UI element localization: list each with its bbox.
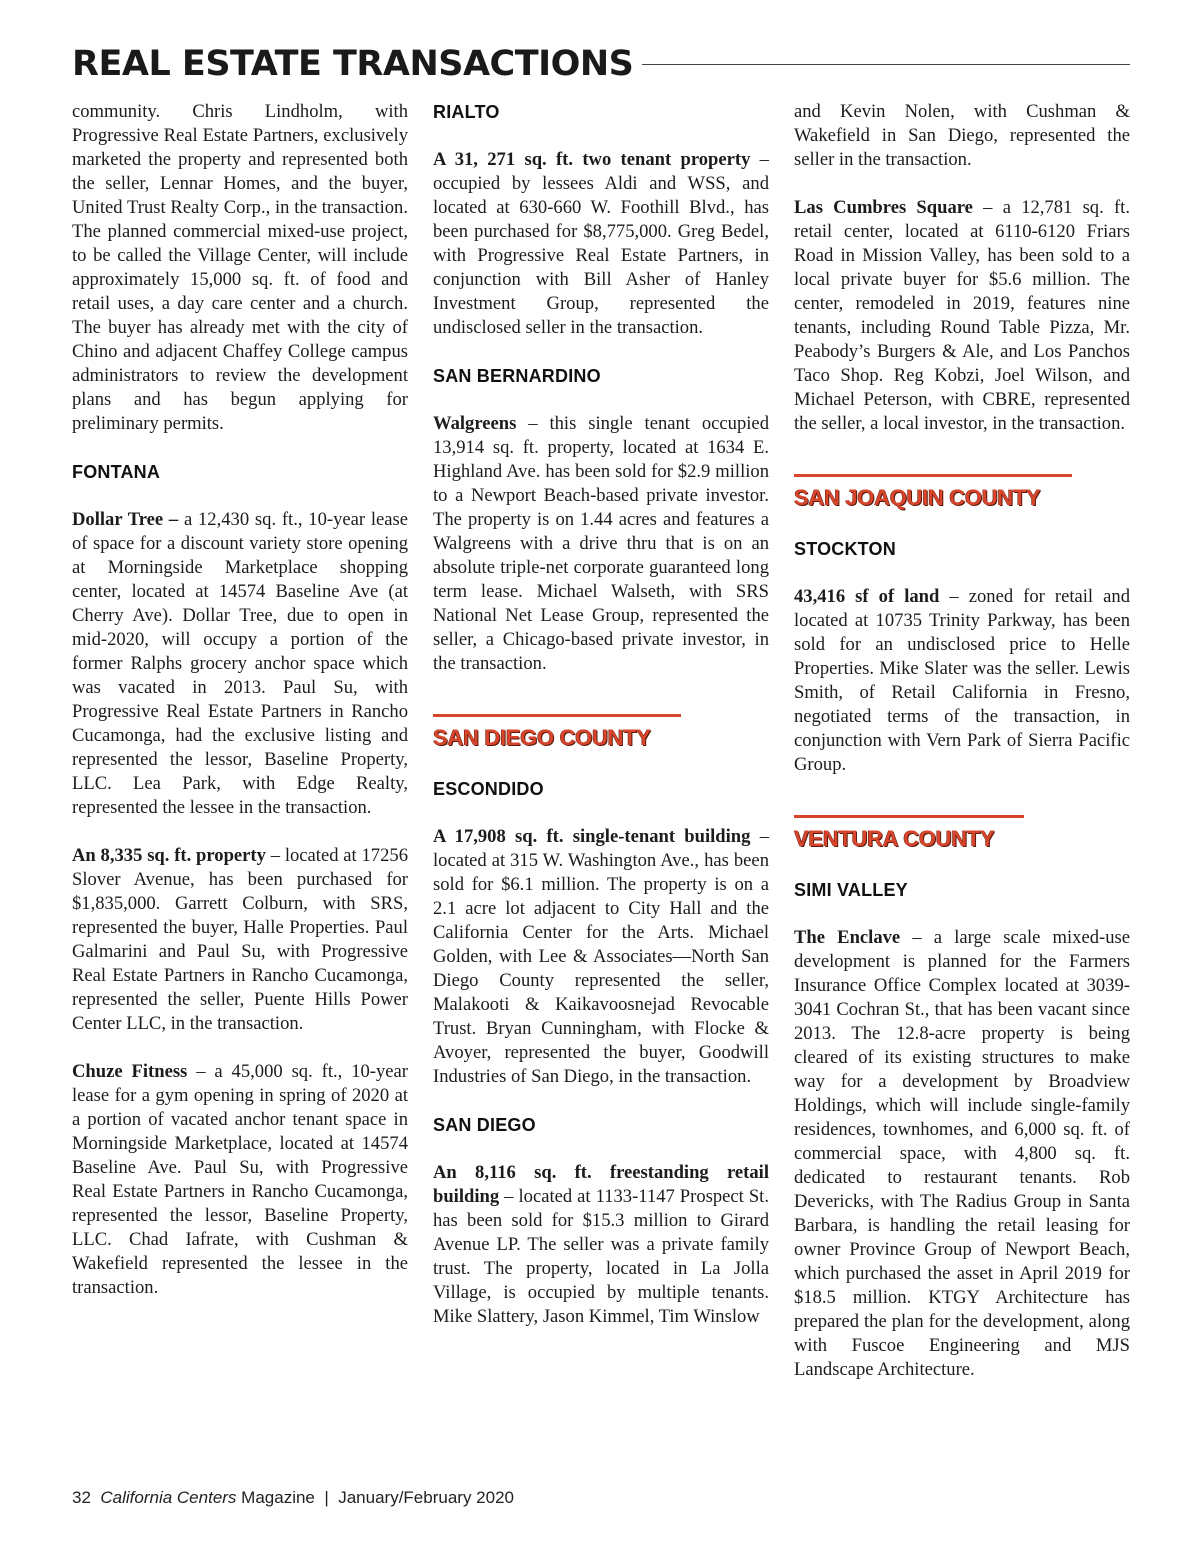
paragraph-body: – occupied by lessees Aldi and WSS, and located at 630-660 W. Foothill Blvd., has been purchased for $8,775,000. Greg Bedel, with Progressive Real Estate Partners, in conjunction with Bill Asher of Hanley Investment Group, represented the undisclosed seller in the transaction. (433, 149, 769, 338)
article-paragraph (794, 196, 1130, 436)
county-title: SAN JOAQUIN COUNTY (794, 485, 1041, 510)
paragraph-lead: 43,416 sf of land (794, 586, 940, 607)
paragraph-body: – located at 17256 Slover Avenue, has been purchased for $1,835,000. Garrett Colburn, with SRS, represented the buyer, Halle Properties. Paul Galmarini and Paul Su, with Progressive Real Estate Partners in Rancho Cucamonga, represented the seller, Puente Hills Power Center LLC, in the transaction. (72, 845, 408, 1034)
city-heading-san-bernardino: SAN BERNARDINO (433, 366, 601, 386)
article-paragraph (794, 926, 1130, 1382)
county-rule (433, 714, 681, 717)
header-rule (642, 64, 1130, 65)
paragraph-body: – located at 1133-1147 Prospect St. has been sold for $15.3 million to Girard Avenue LP. The seller was a private family trust. The property, located in La Jolla Village, is occupied by multiple tenants. Mike Slattery, Jason Kimmel, Tim Winslow (433, 1186, 769, 1327)
county-rule (794, 815, 1024, 818)
footer-separator: | (324, 1488, 329, 1507)
paragraph-lead: Dollar Tree – (72, 509, 179, 530)
article-paragraph (433, 412, 769, 676)
column-2 (433, 100, 769, 1329)
paragraph-lead: Walgreens (433, 413, 517, 434)
city-heading-fontana: FONTANA (72, 462, 161, 482)
article-paragraph: and Kevin Nolen, with Cushman & Wakefield in San Diego, represented the seller in the transaction. (794, 101, 1130, 170)
city-heading-rialto: RIALTO (433, 102, 500, 122)
column-1 (72, 100, 408, 1300)
article-paragraph (433, 148, 769, 340)
paragraph-body: – a 12,781 sq. ft. retail center, located at 6110-6120 Friars Road in Mission Valley, has been sold to a local private buyer for $5.6 million. The center, remodeled in 2019, features nine tenants, including Round Table Pizza, Mr. Peabody’s Burgers & Ale, and Los Panchos Taco Shop. Reg Kobzi, Joel Wilson, and Michael Peterson, with CBRE, represented the seller, a local investor, in the transaction. (794, 197, 1130, 434)
county-rule (794, 474, 1072, 477)
paragraph-body: – located at 315 W. Washington Ave., has been sold for $6.1 million. The property is on a 2.1 acre lot adjacent to City Hall and the California Center for the Arts. Michael Golden, with Lee & Associates—North San Diego County represented the seller, Malakooti & Kaikavoosnejad Revocable Trust. Bryan Cunningham, with Flocke & Avoyer, represented the buyer, Goodwill Industries of San Diego, in the transaction. (433, 826, 769, 1087)
paragraph-lead: A 31, 271 sq. ft. two tenant property (433, 149, 751, 170)
county-title: VENTURA COUNTY (794, 826, 995, 851)
page-footer (72, 1487, 514, 1509)
paragraph-body: – a large scale mixed-use development is planned for the Farmers Insurance Office Complex located at 3039-3041 Cochran St., that has been vacant since 2013. The 12.8-acre property is being cleared of its existing structures to make way for a development by Broadview Holdings, which will include single-family residences, townhomes, and 6,000 sq. ft. of commercial space, with 4,800 sq. ft. dedicated to restaurant tenants. Rob Devericks, with The Radius Group in Santa Barbara, is handling the retail leasing for owner Province Group of Newport Beach, which purchased the asset in April 2019 for $18.5 million. KTGY Architecture has prepared the plan for the development, along with Fuscoe Engineering and MJS Landscape Architecture. (794, 927, 1130, 1380)
article-paragraph (72, 844, 408, 1036)
article-paragraph (72, 508, 408, 820)
paragraph-lead: A 17,908 sq. ft. single-tenant building (433, 826, 751, 847)
paragraph-lead: Las Cumbres Square (794, 197, 973, 218)
page-header (72, 40, 1130, 90)
page-title: REAL ESTATE TRANSACTIONS (72, 44, 634, 84)
paragraph-lead: An 8,116 sq. ft. freestanding retail building (433, 1162, 769, 1207)
paragraph-body: a 12,430 sq. ft., 10-year lease of space for a discount variety store opening at Morningside Marketplace shopping center, located at 14574 Baseline Ave (at Cherry Ave). Dollar Tree, due to open in mid-2020, will occupy a portion of the former Ralphs grocery anchor space which was vacated in 2013. Paul Su, with Progressive Real Estate Partners in Rancho Cucamonga, had the exclusive listing and represented the lessor, Baseline Property, LLC. Lea Park, with Edge Realty, represented the lessee in the transaction. (72, 509, 408, 818)
city-heading-escondido: ESCONDIDO (433, 779, 544, 799)
article-paragraph (433, 1161, 769, 1329)
city-heading-san-diego: SAN DIEGO (433, 1115, 536, 1135)
column-3 (794, 100, 1130, 1382)
issue-date: January/February 2020 (338, 1488, 514, 1507)
county-title: SAN DIEGO COUNTY (433, 725, 651, 750)
page-number: 32 (72, 1488, 91, 1507)
county-heading-ventura (794, 801, 1130, 854)
article-paragraph (794, 585, 1130, 777)
paragraph-lead: The Enclave (794, 927, 901, 948)
magazine-word: Magazine (241, 1488, 315, 1507)
article-paragraph (433, 825, 769, 1089)
magazine-name: California Centers (100, 1488, 237, 1507)
paragraph-body: – a 45,000 sq. ft., 10-year lease for a gym opening in spring of 2020 at a portion of vacated anchor tenant space in Morningside Marketplace, located at 14574 Baseline Ave. Paul Su, with Progressive Real Estate Partners in Rancho Cucamonga, represented the lessor, Baseline Property, LLC. Chad Iafrate, with Cushman & Wakefield represented the lessee in the transaction. (72, 1061, 408, 1298)
city-heading-simi-valley: SIMI VALLEY (794, 880, 908, 900)
paragraph-body: – zoned for retail and located at 10735 Trinity Parkway, has been sold for an undisclosed price to Helle Properties. Mike Slater was the seller. Lewis Smith, of Retail California in Fresno, negotiated terms of the transaction, in conjunction with Vern Park of Sierra Pacific Group. (794, 586, 1130, 775)
county-heading-san-joaquin (794, 460, 1130, 513)
paragraph-lead: An 8,335 sq. ft. property (72, 845, 266, 866)
article-paragraph (72, 1060, 408, 1300)
city-heading-stockton: STOCKTON (794, 539, 896, 559)
paragraph-body: – this single tenant occupied 13,914 sq. ft. property, located at 1634 E. Highland Ave. has been sold for $2.9 million to a Newport Beach-based private investor. The property is on 1.44 acres and features a Walgreens with a drive thru that is on an absolute triple-net corporate guaranteed long term lease. Michael Walseth, with SRS National Net Lease Group, represented the seller, a Chicago-based private investor, in the transaction. (433, 413, 769, 674)
paragraph-lead: Chuze Fitness (72, 1061, 188, 1082)
county-heading-san-diego (433, 700, 769, 753)
article-paragraph: community. Chris Lindholm, with Progressive Real Estate Partners, exclusively marketed the property and represented both the seller, Lennar Homes, and the buyer, United Trust Realty Corp., in the transaction. The planned commercial mixed-use project, to be called the Village Center, will include approximately 15,000 sq. ft. of food and retail uses, a day care center and a church. The buyer has already met with the city of Chino and adjacent Chaffey College campus administrators to review the development plans and has begun applying for preliminary permits. (72, 101, 408, 434)
